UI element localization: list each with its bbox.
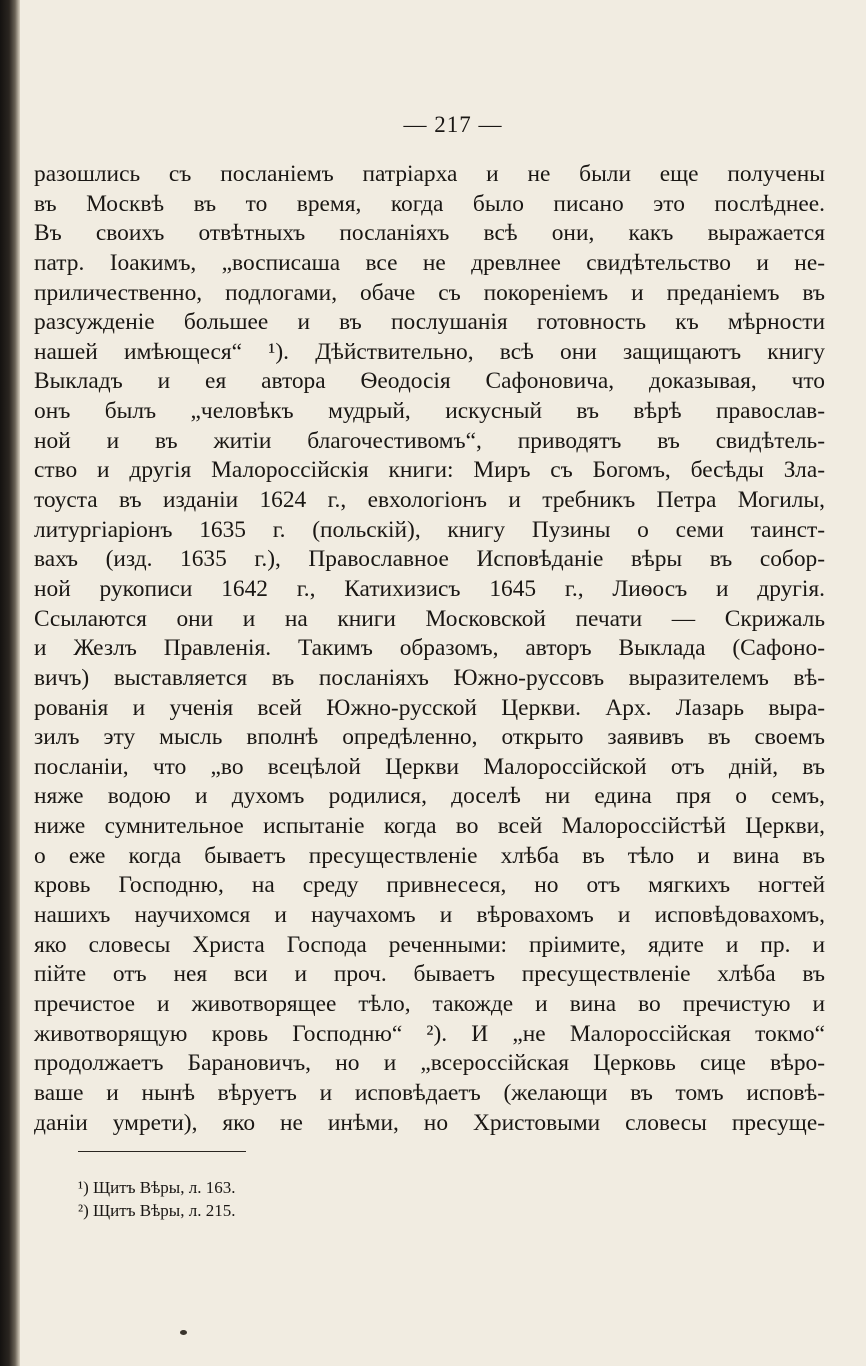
- text-line: ной и въ житіи благочестивомъ“, приводятъ въ свидѣтель-: [34, 427, 825, 454]
- text-line: посланіи, что „во всецѣлой Церкви Малороссійской отъ дній, въ: [34, 753, 825, 780]
- text-line: животворящую кровь Господню“ ²). И „не Малороссійская токмо“: [34, 1020, 825, 1047]
- text-line: о еже когда бываетъ пресуществленіе хлѣба въ тѣло и вина въ: [34, 842, 825, 869]
- text-line: няже водою и духомъ родилися, доселѣ ни едина пря о семъ,: [34, 783, 825, 810]
- ink-speck: [180, 1330, 187, 1335]
- text-line: пречистое и животворящее тѣло, такожде и вина во пречистую и: [34, 990, 825, 1017]
- text-line: разошлись съ посланіемъ патріарха и не были еще получены: [34, 161, 825, 187]
- text-line: кровь Господню, на среду привнесеся, но отъ мягкихъ ногтей: [34, 872, 825, 899]
- text-line: ство и другія Малороссійскія книги: Миръ съ Богомъ, бесѣды Зла-: [34, 457, 825, 484]
- footnote: [78, 1199, 478, 1222]
- body-text: [34, 160, 825, 1138]
- footnote-text: Щитъ Вѣры, л. 163.: [93, 1178, 236, 1197]
- footnote-text: Щитъ Вѣры, л. 215.: [93, 1201, 236, 1220]
- text-line: продолжаетъ Барановичъ, но и „всероссійская Церковь сице вѣро-: [34, 1050, 825, 1077]
- text-line: въ Москвѣ въ то время, когда было писано это послѣднее.: [34, 190, 825, 217]
- footnote-divider: [78, 1151, 246, 1152]
- text-line: даніи умрети), яко не инѣми, но Христовыми словесы пресуще-: [34, 1109, 825, 1136]
- text-line: онъ былъ „человѣкъ мудрый, искусный въ вѣрѣ православ-: [34, 398, 825, 425]
- text-line: вичъ) выставляется въ посланіяхъ Южно-руссовъ выразителемъ вѣ-: [34, 664, 825, 691]
- text-line: Въ своихъ отвѣтныхъ посланіяхъ всѣ они, какъ выражается: [34, 220, 825, 247]
- text-line: яко словесы Христа Господа реченными: пріимите, ядите и пр. и: [34, 931, 825, 958]
- text-line: рованія и ученія всей Южно-русской Церкви. Арх. Лазарь выра-: [34, 694, 825, 721]
- text-line: пійте отъ нея вси и проч. бываетъ пресуществленіе хлѣба въ: [34, 961, 825, 988]
- text-line: литургіаріонъ 1635 г. (польскій), книгу Пузины о семи таинст-: [34, 516, 825, 543]
- footnotes: [78, 1176, 478, 1222]
- text-line: ной рукописи 1642 г., Катихизисъ 1645 г., Лиѳосъ и другія.: [34, 575, 825, 602]
- text-line: зилъ эту мысль вполнѣ опредѣленно, открыто заявивъ въ своемъ: [34, 724, 825, 751]
- footnote: [78, 1176, 478, 1199]
- text-line: разсужденіе большее и въ послушанія готовность къ мѣрности: [34, 309, 825, 336]
- text-line: тоуста въ изданіи 1624 г., евхологіонъ и требникъ Петра Могилы,: [34, 487, 825, 514]
- text-line: патр. Іоакимъ, „восписаша все не древлнее свидѣтельство и не-: [34, 249, 825, 276]
- book-binding-edge: [0, 0, 20, 1366]
- text-line: Выкладъ и ея автора Ѳеодосія Сафоновича, доказывая, что: [34, 368, 825, 395]
- text-line: приличественно, подлогами, обаче съ покореніемъ и преданіемъ въ: [34, 279, 825, 306]
- text-line: ваше и нынѣ вѣруетъ и исповѣдаетъ (желающи въ томъ исповѣ-: [34, 1079, 825, 1106]
- text-line: нашихъ научихомся и научахомъ и вѣровахомъ и исповѣдовахомъ,: [34, 902, 825, 929]
- text-line: Ссылаются они и на книги Московской печати — Скрижаль: [34, 605, 825, 632]
- footnote-mark: ²): [78, 1201, 89, 1220]
- text-line: вахъ (изд. 1635 г.), Православное Исповѣданіе вѣры въ собор-: [34, 546, 825, 573]
- text-line: и Жезлъ Правленія. Такимъ образомъ, авторъ Выклада (Сафоно-: [34, 635, 825, 662]
- page-number: — 217 —: [403, 112, 503, 137]
- text-line: ниже сумнительное испытаніе когда во всей Малороссійстѣй Церкви,: [34, 813, 825, 840]
- footnote-mark: ¹): [78, 1178, 89, 1197]
- text-line: нашей имѣющеся“ ¹). Дѣйствительно, всѣ они защищаютъ книгу: [34, 338, 825, 365]
